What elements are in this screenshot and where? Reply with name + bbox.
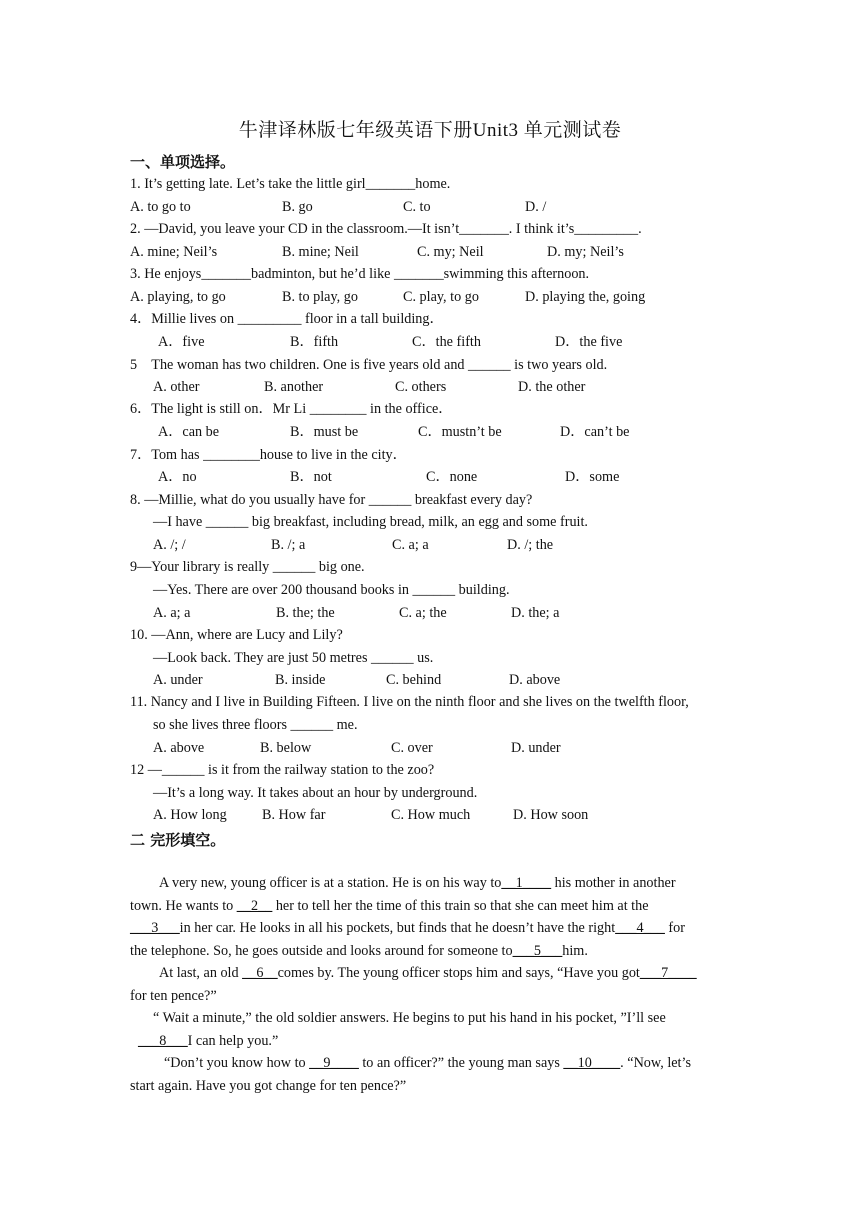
passage-text: At last, an old: [159, 965, 243, 981]
option: A. /; /: [153, 537, 186, 553]
option: C. How much: [391, 807, 471, 823]
question-stem: 1. It’s getting late. Let’s take the little girl_______home.: [130, 176, 451, 192]
passage-text: I can help you.”: [187, 1033, 279, 1049]
option: A. to go to: [130, 199, 191, 215]
blank-5: ___5___: [512, 943, 563, 959]
blank-7: ___7____: [639, 965, 697, 981]
option: D．some: [565, 469, 620, 485]
passage-text: him.: [562, 943, 588, 959]
question-stem: 6．The light is still on．Mr Li ________ in the office．: [130, 401, 453, 417]
blank-4: ___4___: [615, 920, 665, 936]
option: D. above: [509, 672, 561, 688]
option: B. How far: [262, 807, 326, 823]
option: B. another: [264, 379, 324, 395]
blank-10: __10____: [563, 1055, 621, 1071]
option: C．mustn’t be: [418, 424, 502, 440]
passage-line: [159, 964, 697, 982]
blank-2: __2__: [236, 898, 273, 914]
option: C. behind: [386, 672, 442, 688]
passage-line: start again. Have you got change for ten pence?”: [130, 1078, 407, 1094]
question-stem-continued: —I have ______ big breakfast, including bread, milk, an egg and some fruit.: [153, 514, 588, 530]
option: A. under: [153, 672, 203, 688]
question-stem: 12 —______ is it from the railway station to the zoo?: [130, 762, 435, 778]
question-stem: 2. —David, you leave your CD in the classroom.—It isn’t_______. I think it’s_________.: [130, 221, 642, 237]
page-title: 牛津译林版七年级英语下册Unit3 单元测试卷: [238, 120, 622, 141]
option: D. my; Neil’s: [547, 244, 624, 260]
passage-line: “ Wait a minute,” the old soldier answers. He begins to put his hand in his pocket, ”I’ll see: [153, 1010, 666, 1026]
option: A. above: [153, 740, 205, 756]
option: D. /: [525, 199, 547, 215]
option: A. playing, to go: [130, 289, 226, 305]
question-stem: 11. Nancy and I live in Building Fifteen. I live on the ninth floor and she lives on the twelfth floor,: [130, 694, 689, 710]
passage-line: [130, 942, 588, 960]
passage-text: the telephone. So, he goes outside and looks around for someone to: [130, 943, 513, 959]
option: B．must be: [290, 424, 359, 440]
option: D. the other: [518, 379, 586, 395]
blank-3: ___3___: [130, 920, 180, 936]
question-stem-continued: —It’s a long way. It takes about an hour by underground.: [153, 785, 478, 801]
option: D. How soon: [513, 807, 589, 823]
option: C. a; the: [399, 605, 447, 621]
option: A. a; a: [153, 605, 191, 621]
option: D. playing the, going: [525, 289, 646, 305]
passage-line: [164, 1054, 691, 1072]
option: B. mine; Neil: [282, 244, 359, 260]
passage-text: in her car. He looks in all his pockets, but finds that he doesn’t have the right: [179, 920, 616, 936]
blank-6: __6__: [242, 965, 278, 981]
option: A．no: [158, 469, 197, 485]
option: C. over: [391, 740, 433, 756]
option: C. others: [395, 379, 447, 395]
question-stem: 9—Your library is really ______ big one.: [130, 559, 365, 575]
option: C．none: [426, 469, 478, 485]
blank-9: __9____: [309, 1055, 359, 1071]
option: C. my; Neil: [417, 244, 484, 260]
option: B. to play, go: [282, 289, 358, 305]
option: B．not: [290, 469, 332, 485]
option: C. play, to go: [403, 289, 479, 305]
section-heading-cloze: 二 完形填空。: [130, 831, 226, 849]
option: A. How long: [153, 807, 227, 823]
question-stem: 10. —Ann, where are Lucy and Lily?: [130, 627, 343, 643]
option: B. inside: [275, 672, 326, 688]
passage-line: [138, 1032, 278, 1050]
option: B. /; a: [271, 537, 306, 553]
option: B．fifth: [290, 334, 339, 350]
passage-text: A very new, young officer is at a station. He is on his way to: [159, 875, 502, 891]
question-stem-continued: so she lives three floors ______ me.: [153, 717, 358, 733]
option: D. /; the: [507, 537, 554, 553]
option: B. go: [282, 199, 313, 215]
passage-text: to an officer?” the young man says: [358, 1055, 564, 1071]
option: C. a; a: [392, 537, 429, 553]
option: D. the; a: [511, 605, 560, 621]
passage-line: for ten pence?”: [130, 988, 217, 1004]
option: A. mine; Neil’s: [130, 244, 218, 260]
question-stem-continued: —Look back. They are just 50 metres ______ us.: [153, 650, 434, 666]
passage-text: comes by. The young officer stops him and says, “Have you got: [277, 965, 640, 981]
passage-line: [130, 919, 685, 937]
option: B. the; the: [276, 605, 335, 621]
question-stem: 5 The woman has two children. One is five years old and ______ is two years old.: [130, 357, 608, 373]
option: C．the fifth: [412, 334, 481, 350]
passage-text: her to tell her the time of this train so that she can meet him at the: [272, 898, 649, 914]
passage-text: for: [664, 920, 685, 936]
option: D．the five: [555, 334, 623, 350]
question-stem: 7．Tom has ________house to live in the city．: [130, 447, 407, 463]
passage-text: . “Now, let’s: [620, 1055, 691, 1071]
option: A．can be: [158, 424, 220, 440]
question-stem-continued: —Yes. There are over 200 thousand books in ______ building.: [153, 582, 510, 598]
blank-8: ___8___: [138, 1033, 188, 1049]
blank-1: __1____: [501, 875, 552, 891]
option: A. other: [153, 379, 200, 395]
passage-text: his mother in another: [551, 875, 676, 891]
question-stem: 8. —Millie, what do you usually have for ______ breakfast every day?: [130, 492, 533, 508]
passage-text: town. He wants to: [130, 898, 237, 914]
passage-line: [159, 874, 676, 892]
question-stem: 4．Millie lives on _________ floor in a tall building．: [130, 311, 444, 327]
option: D. under: [511, 740, 561, 756]
option: D．can’t be: [560, 424, 630, 440]
option: B. below: [260, 740, 312, 756]
passage-text: “Don’t you know how to: [164, 1055, 310, 1071]
question-stem: 3. He enjoys_______badminton, but he’d like _______swimming this afternoon.: [130, 266, 590, 282]
section-heading-multiple-choice: 一、单项选择。: [130, 153, 236, 171]
passage-line: [130, 897, 649, 915]
option: A．five: [158, 334, 205, 350]
option: C. to: [403, 199, 431, 215]
